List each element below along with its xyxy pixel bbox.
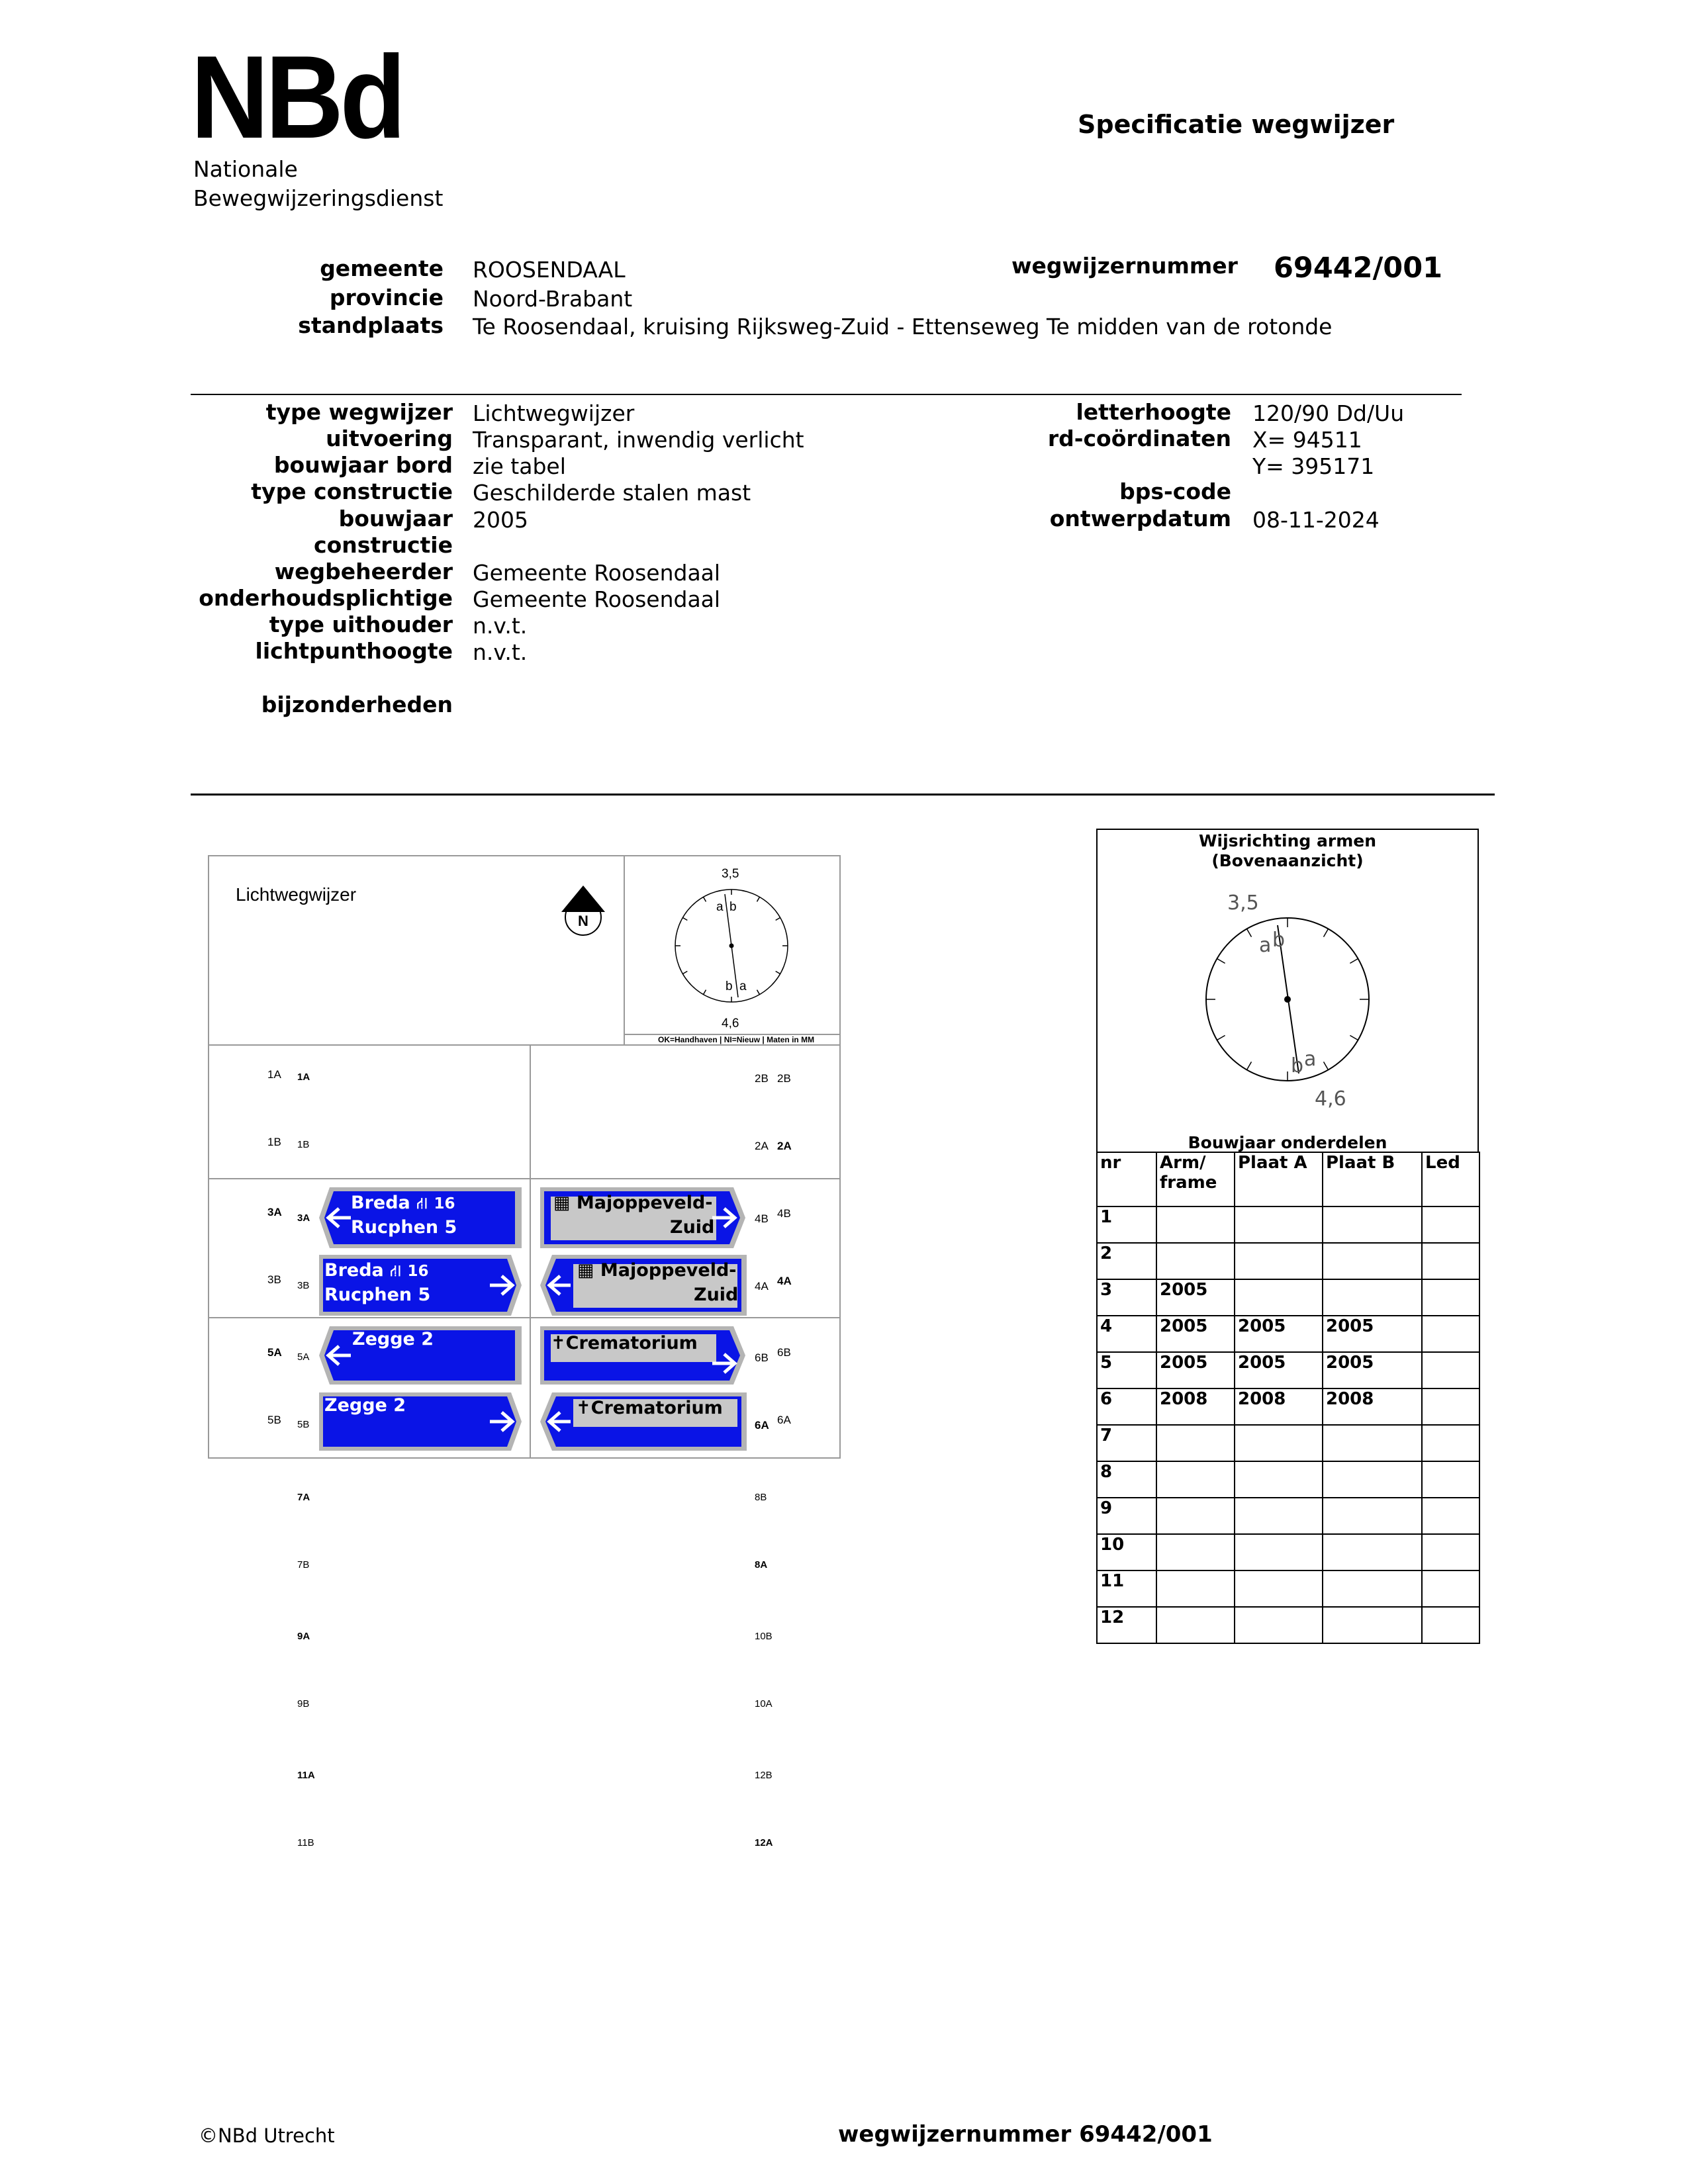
year-table-cell	[1422, 1498, 1479, 1534]
footer-number: wegwijzernummer 69442/001	[838, 2121, 1213, 2148]
spec-value: zie tabel	[473, 453, 566, 479]
bijzonderheden-label: bijzonderheden	[261, 692, 453, 717]
year-table-cell	[1323, 1206, 1422, 1243]
industry-icon: ▦	[553, 1193, 571, 1213]
year-table-cell: 10	[1097, 1534, 1156, 1570]
wegwijzernummer-label: wegwijzernummer	[1011, 253, 1238, 279]
table-row	[1097, 1388, 1479, 1425]
north-arrow-icon	[556, 884, 610, 938]
spec-right-value: 120/90 Dd/Uu	[1252, 400, 1405, 426]
year-table-cell	[1235, 1206, 1323, 1243]
year-table-cell: 2005	[1156, 1279, 1235, 1316]
year-table-cell: 5	[1097, 1352, 1156, 1388]
slot-10b: 10B	[755, 1631, 773, 1642]
table-row	[1097, 1243, 1479, 1279]
sign-6a-text: ✝Crematorium	[576, 1398, 723, 1418]
sheet-vline-top	[624, 855, 625, 1044]
sheet-title: Lichtwegwijzer	[236, 884, 357, 905]
slot-12a: 12A	[755, 1837, 773, 1848]
spec-value: Lichtwegwijzer	[473, 400, 635, 426]
sheet-hline-1	[208, 1044, 841, 1046]
year-table-cell	[1235, 1607, 1323, 1643]
year-table-cell	[1323, 1279, 1422, 1316]
slot-2b-outer: 2B	[777, 1072, 791, 1085]
year-table-cell	[1422, 1243, 1479, 1279]
footer-copyright: ©NBd Utrecht	[199, 2124, 335, 2147]
spec-value: Transparant, inwendig verlicht	[473, 427, 804, 453]
year-table-cell	[1156, 1461, 1235, 1498]
small-dial-b-bottom: b	[726, 979, 733, 993]
directions-subtitle: (Bovenaanzicht)	[1211, 851, 1364, 870]
nbd-logo: NBd	[191, 31, 403, 163]
year-table-cell	[1422, 1570, 1479, 1607]
slot-6a-inner: 6A	[755, 1419, 769, 1432]
spec-value: 2005	[473, 507, 528, 533]
slot-6b-outer: 6B	[777, 1346, 791, 1359]
year-table-cell	[1156, 1206, 1235, 1243]
year-table-cell: 2008	[1156, 1388, 1235, 1425]
year-table-header: nr	[1097, 1152, 1156, 1206]
dial-tick	[1247, 1062, 1252, 1069]
slot-11b: 11B	[297, 1837, 314, 1848]
large-dial-b-top: b	[1272, 929, 1286, 952]
dial-tick	[776, 918, 780, 921]
small-dial-a-top: a	[716, 900, 724, 914]
provincie-label: provincie	[329, 285, 444, 310]
year-table-cell	[1323, 1243, 1422, 1279]
directions-title: Wijsrichting armen	[1198, 831, 1377, 850]
year-table-cell: 8	[1097, 1461, 1156, 1498]
table-row	[1097, 1570, 1479, 1607]
provincie-value: Noord-Brabant	[473, 286, 633, 312]
year-table-cell	[1323, 1498, 1422, 1534]
year-table-cell: 12	[1097, 1607, 1156, 1643]
motorway-icon: ⛙	[390, 1261, 402, 1280]
year-table-cell	[1422, 1279, 1479, 1316]
table-row	[1097, 1316, 1479, 1352]
slot-1a-inner: 1A	[297, 1071, 310, 1083]
dial-tick	[1217, 959, 1225, 964]
small-dial	[662, 863, 801, 1028]
year-table-cell	[1235, 1461, 1323, 1498]
table-row	[1097, 1279, 1479, 1316]
large-dial-bottom: 4,6	[1315, 1087, 1346, 1111]
table-row	[1097, 1461, 1479, 1498]
dial-tick	[682, 918, 687, 921]
year-table-cell: 2008	[1323, 1388, 1422, 1425]
slot-8a: 8A	[755, 1559, 768, 1570]
slot-2a-inner: 2A	[755, 1140, 769, 1152]
spec-label: type uithouder	[269, 612, 453, 637]
slot-10a: 10A	[755, 1698, 773, 1709]
year-table-cell	[1422, 1352, 1479, 1388]
spec-value: Gemeente Roosendaal	[473, 586, 721, 612]
large-dial-b-bottom: b	[1291, 1054, 1304, 1077]
sign-5b-text: Zegge 2	[324, 1395, 406, 1416]
dial-tick	[776, 972, 780, 974]
slot-1b-inner: 1B	[297, 1139, 310, 1150]
sign-3a-line1: Breda ⛙ 16	[351, 1193, 455, 1213]
year-table-cell	[1422, 1607, 1479, 1643]
large-dial-a-top: a	[1259, 934, 1272, 957]
year-table-cell: 3	[1097, 1279, 1156, 1316]
slot-7b: 7B	[297, 1559, 310, 1570]
spec-right-label: rd-coördinaten	[1047, 426, 1231, 451]
sign-4b-line1: ▦ Majoppeveld-	[553, 1193, 713, 1213]
sign-3b-line1: Breda ⛙ 16	[324, 1260, 429, 1281]
spec-value: n.v.t.	[473, 613, 528, 639]
spec-label: bouwjaar bord	[273, 452, 453, 478]
dial-tick	[682, 972, 687, 974]
year-table-cell: 2005	[1235, 1316, 1323, 1352]
wegwijzernummer-value: 69442/001	[1274, 251, 1443, 285]
industry-icon: ▦	[577, 1260, 594, 1281]
large-dial	[1185, 886, 1390, 1111]
year-table-cell: 1	[1097, 1206, 1156, 1243]
year-table-cell	[1156, 1425, 1235, 1461]
dial-tick	[757, 990, 760, 995]
year-table-cell: 2008	[1235, 1388, 1323, 1425]
slot-3a-outer: 3A	[267, 1206, 282, 1218]
small-dial-a-bottom: a	[739, 979, 747, 993]
sign-4b-line2: Zuid	[670, 1217, 715, 1238]
table-row	[1097, 1607, 1479, 1643]
sign-5a-text: Zegge 2	[352, 1329, 434, 1349]
year-table-cell	[1323, 1607, 1422, 1643]
slot-7a: 7A	[297, 1492, 310, 1503]
slot-11a: 11A	[297, 1770, 315, 1781]
slot-6b-inner: 6B	[755, 1351, 769, 1364]
slot-2b-inner: 2B	[755, 1072, 769, 1085]
dial-tick	[1350, 1036, 1358, 1040]
year-table-cell	[1422, 1316, 1479, 1352]
year-table-cell: 7	[1097, 1425, 1156, 1461]
year-table-cell: 2005	[1323, 1316, 1422, 1352]
year-table-cell	[1323, 1570, 1422, 1607]
table-row	[1097, 1425, 1479, 1461]
year-table-cell	[1422, 1388, 1479, 1425]
slot-3a-inner: 3A	[297, 1212, 310, 1224]
spec-label: onderhoudsplichtige	[199, 585, 453, 611]
spec-label: constructie	[314, 532, 453, 558]
year-table-cell	[1156, 1498, 1235, 1534]
year-table-cell	[1235, 1425, 1323, 1461]
sign-3b-line2: Rucphen 5	[324, 1285, 431, 1305]
spec-label: wegbeheerder	[274, 559, 453, 584]
small-dial-top: 3,5	[722, 867, 739, 881]
slot-1a-outer: 1A	[267, 1068, 281, 1081]
spec-value: Gemeente Roosendaal	[473, 560, 721, 586]
year-table-cell	[1235, 1243, 1323, 1279]
slot-5b-inner: 5B	[297, 1419, 310, 1430]
slot-6a-outer: 6A	[777, 1414, 791, 1426]
spec-value: n.v.t.	[473, 639, 528, 665]
spec-right-label: letterhoogte	[1076, 399, 1231, 425]
small-dial-b-top: b	[729, 900, 737, 914]
spec-label: type constructie	[251, 478, 453, 504]
slot-3b-inner: 3B	[297, 1280, 310, 1291]
year-table-cell	[1323, 1461, 1422, 1498]
sheet-hline-2	[208, 1178, 841, 1179]
year-table-cell	[1156, 1243, 1235, 1279]
year-table-cell: 2005	[1156, 1316, 1235, 1352]
small-dial-bottom: 4,6	[722, 1017, 739, 1028]
year-table-header: Plaat B	[1323, 1152, 1422, 1206]
year-table-cell: 2005	[1156, 1352, 1235, 1388]
year-table-cell: 9	[1097, 1498, 1156, 1534]
large-dial-a-bottom: a	[1304, 1048, 1317, 1071]
sheet-vline-mid	[530, 1044, 531, 1459]
slot-1b-outer: 1B	[267, 1136, 281, 1148]
spec-right-value: 08-11-2024	[1252, 507, 1380, 533]
year-table-header: Led	[1422, 1152, 1479, 1206]
spec-label: lichtpunthoogte	[255, 638, 453, 664]
divider-top	[191, 394, 1462, 395]
spec-label: bouwjaar	[338, 506, 453, 531]
logo-line-2: Bewegwijzeringsdienst	[193, 185, 444, 211]
slot-5a-inner: 5A	[297, 1351, 310, 1363]
sign-6b-text: ✝Crematorium	[551, 1333, 698, 1353]
year-table-cell	[1235, 1279, 1323, 1316]
motorway-icon: ⛙	[416, 1194, 428, 1212]
gemeente-value: ROOSENDAAL	[473, 257, 626, 283]
dial-tick	[704, 990, 706, 995]
table-row	[1097, 1352, 1479, 1388]
dial-tick	[1324, 1062, 1329, 1069]
year-table-cell: 2005	[1235, 1352, 1323, 1388]
year-table-cell	[1235, 1498, 1323, 1534]
slot-9b: 9B	[297, 1698, 310, 1709]
year-table-cell	[1235, 1534, 1323, 1570]
slot-12b: 12B	[755, 1770, 773, 1781]
slot-3b-outer: 3B	[267, 1273, 281, 1286]
divider-bottom	[191, 794, 1495, 796]
crematorium-icon: ✝	[576, 1398, 591, 1418]
dial-tick	[704, 897, 706, 901]
dial-tick	[1247, 929, 1252, 936]
year-table-cell	[1422, 1206, 1479, 1243]
slot-4b-inner: 4B	[755, 1212, 769, 1225]
year-table-cell	[1156, 1534, 1235, 1570]
document-title: Specificatie wegwijzer	[1078, 110, 1395, 139]
year-table-cell	[1235, 1570, 1323, 1607]
slot-9a: 9A	[297, 1631, 310, 1642]
year-table-cell: 11	[1097, 1570, 1156, 1607]
year-table-cell	[1323, 1534, 1422, 1570]
year-table-cell: 2	[1097, 1243, 1156, 1279]
year-table-cell	[1156, 1607, 1235, 1643]
spec-right-label: ontwerpdatum	[1049, 506, 1231, 531]
logo-line-1: Nationale	[193, 156, 298, 182]
sign-4a-line2: Zuid	[694, 1285, 739, 1305]
year-table-header: Arm/ frame	[1156, 1152, 1235, 1206]
slot-5b-outer: 5B	[267, 1414, 281, 1426]
slot-4a-inner: 4A	[755, 1280, 769, 1293]
gemeente-label: gemeente	[320, 255, 444, 281]
year-table-cell	[1156, 1570, 1235, 1607]
year-table-cell: 2005	[1323, 1352, 1422, 1388]
table-row	[1097, 1534, 1479, 1570]
spec-right-value: X= 94511	[1252, 427, 1362, 453]
slot-2a-outer: 2A	[777, 1140, 792, 1152]
spec-label: type wegwijzer	[265, 399, 453, 425]
dial-tick	[1324, 929, 1329, 936]
table-row	[1097, 1498, 1479, 1534]
sign-3a-line2: Rucphen 5	[351, 1217, 457, 1238]
slot-5a-outer: 5A	[267, 1346, 282, 1359]
dial-tick	[757, 897, 760, 901]
spec-value: Geschilderde stalen mast	[473, 480, 751, 506]
year-table-cell	[1422, 1534, 1479, 1570]
dial-tick	[1217, 1036, 1225, 1040]
table-row	[1097, 1206, 1479, 1243]
slot-8b: 8B	[755, 1492, 767, 1503]
standplaats-label: standplaats	[298, 312, 444, 338]
large-dial-top: 3,5	[1227, 891, 1259, 915]
sheet-legend: OK=Handhaven | NI=Nieuw | Maten in MM	[658, 1035, 815, 1044]
year-table-title: Bouwjaar onderdelen	[1188, 1133, 1387, 1152]
year-table-cell: 6	[1097, 1388, 1156, 1425]
sign-4a-line1: ▦ Majoppeveld-	[577, 1260, 737, 1281]
north-label: N	[578, 913, 588, 929]
spec-right-value: Y= 395171	[1252, 453, 1375, 479]
slot-4a-outer: 4A	[777, 1275, 792, 1287]
dial-tick	[1350, 959, 1358, 964]
year-table-cell	[1323, 1425, 1422, 1461]
crematorium-icon: ✝	[551, 1333, 566, 1353]
standplaats-value: Te Roosendaal, kruising Rijksweg-Zuid - Ettenseweg Te midden van de rotonde	[473, 314, 1333, 340]
slot-4b-outer: 4B	[777, 1207, 791, 1220]
year-table-header: Plaat A	[1235, 1152, 1323, 1206]
spec-label: uitvoering	[326, 426, 453, 451]
spec-right-label: bps-code	[1119, 478, 1231, 504]
year-table	[1096, 1152, 1480, 1644]
year-table-cell	[1422, 1425, 1479, 1461]
year-table-cell: 4	[1097, 1316, 1156, 1352]
year-table-cell	[1422, 1461, 1479, 1498]
